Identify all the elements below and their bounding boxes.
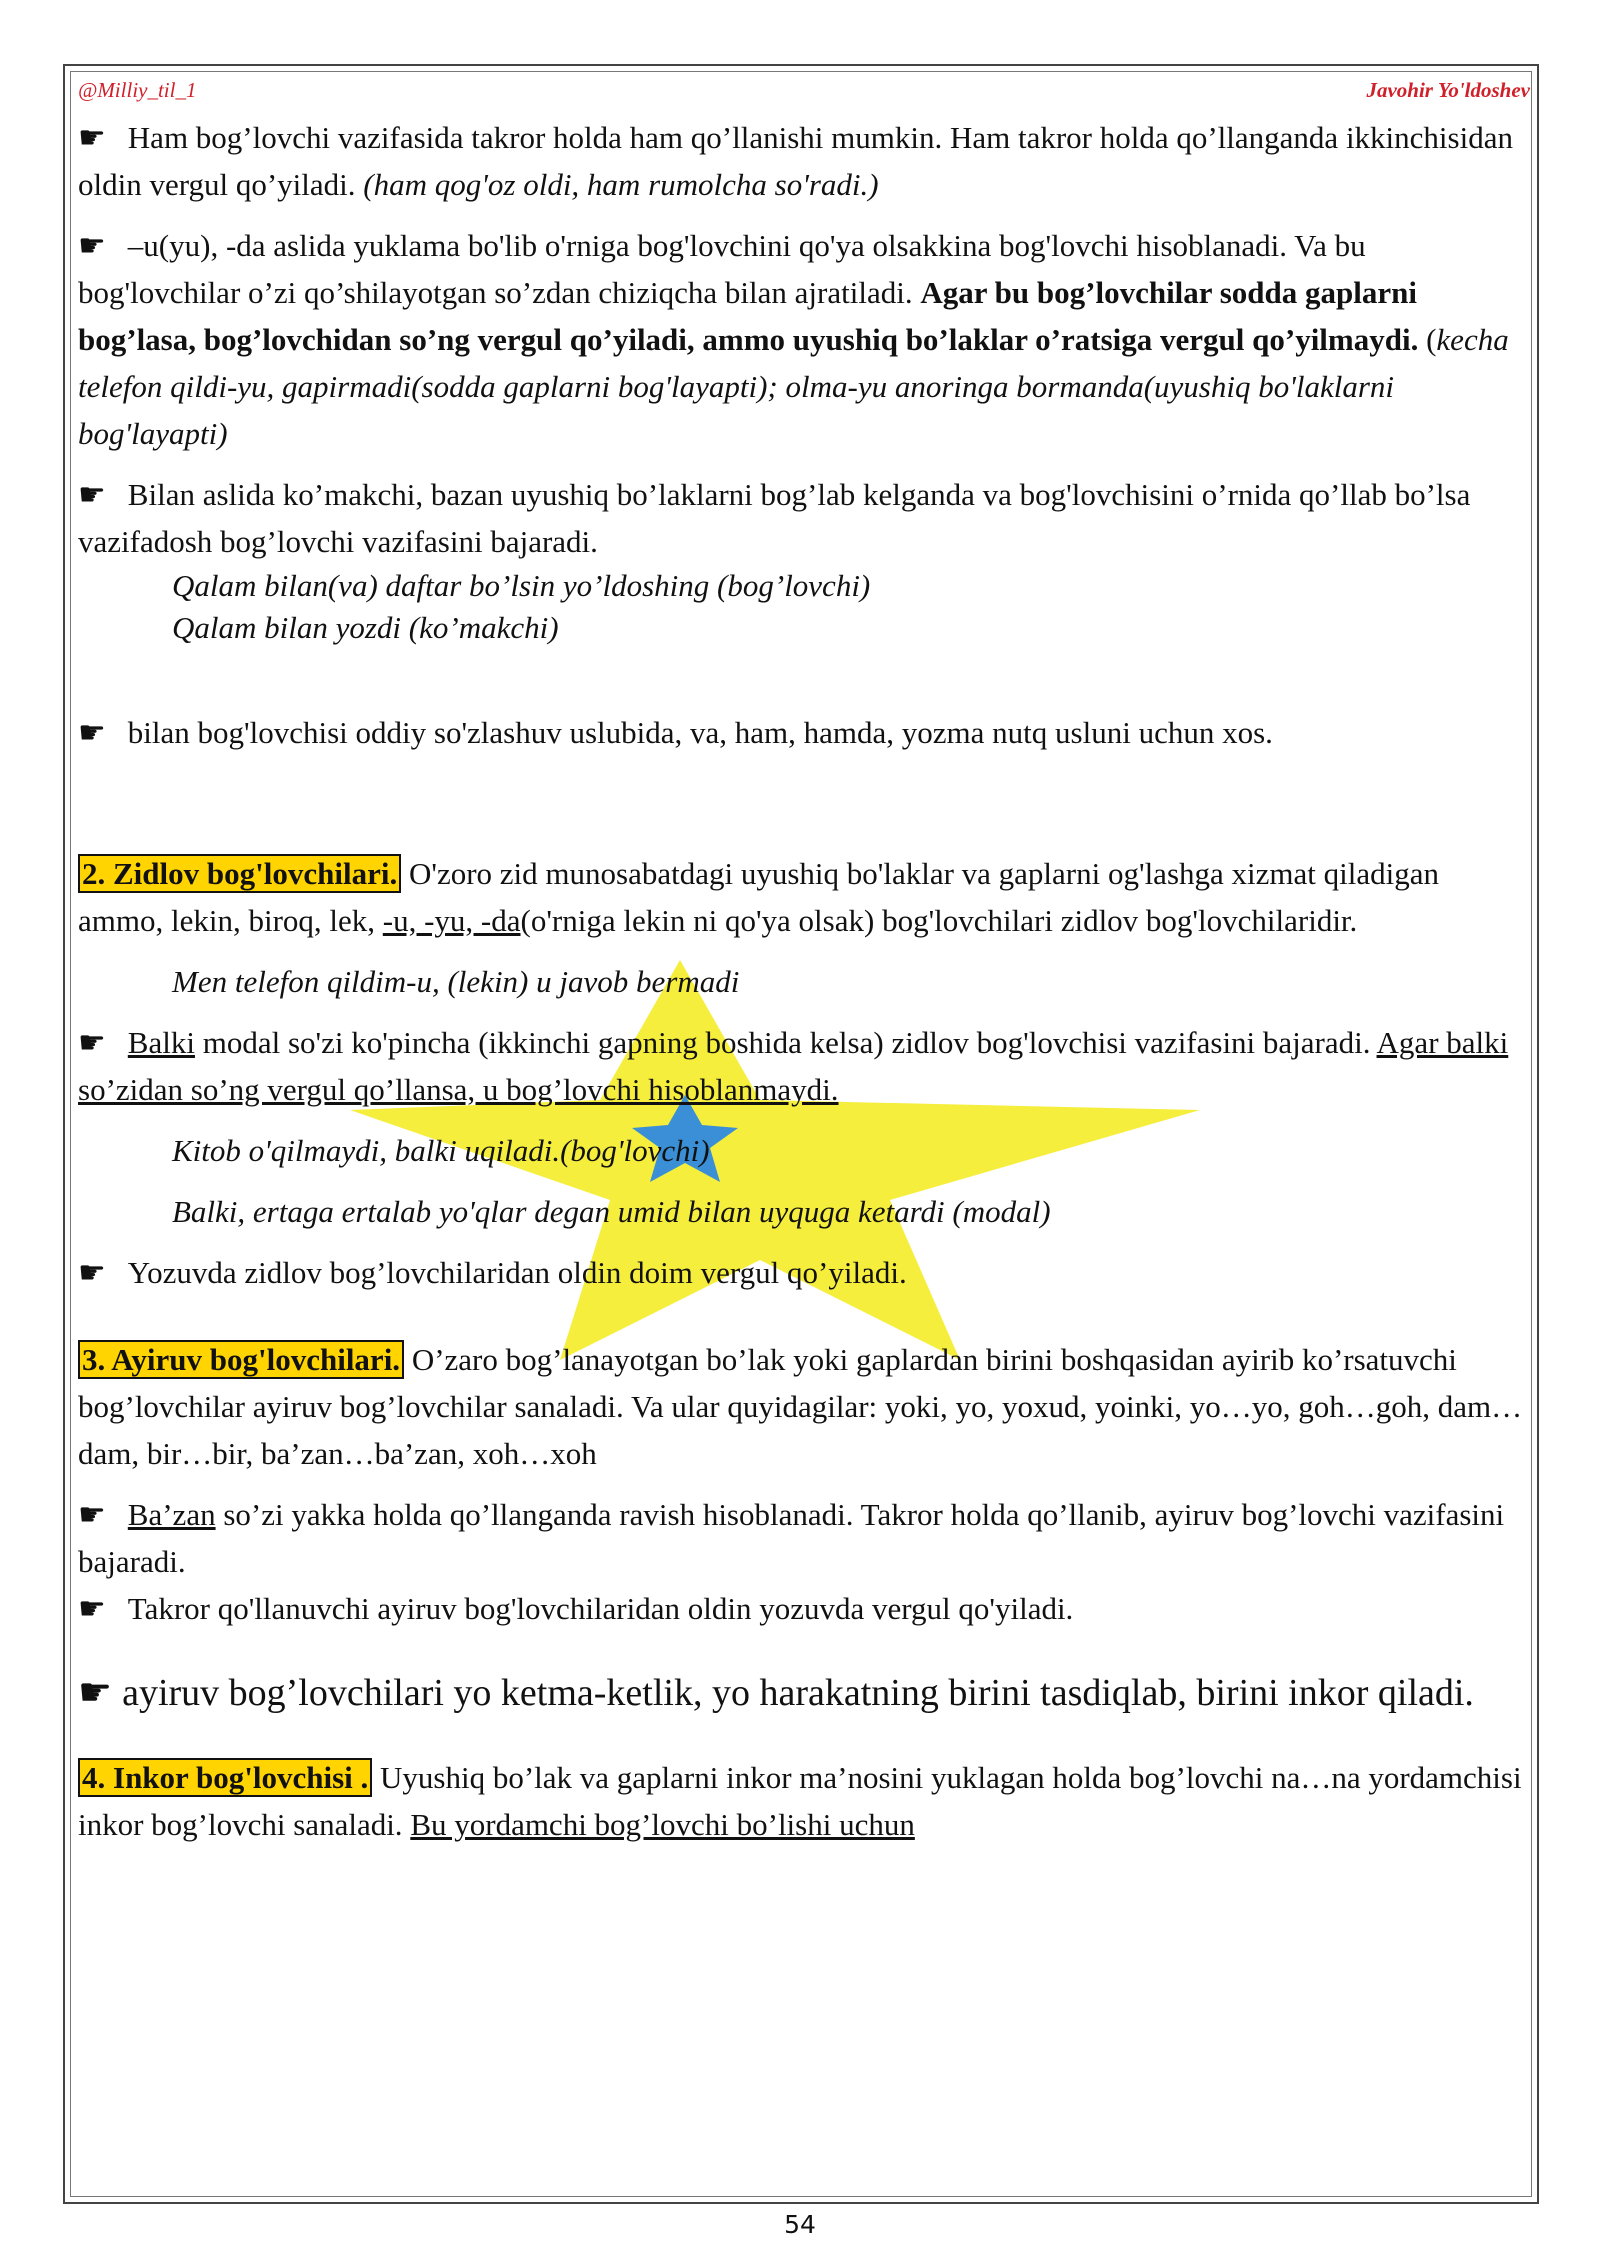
paragraph-balki: ☛ Balki modal so'zi ko'pincha (ikkinchi gapning boshida kelsa) zidlov bog'lovchisi vazifasini bajaradi. Agar balki so’zidan so’ng vergul qo’llansa, u bog’lovchi hisoblanmaydi.	[78, 1019, 1530, 1113]
pointing-hand-icon: ☛	[78, 1497, 106, 1532]
example-text: kecha telefon qildi-yu, gapirmadi(sodda gaplarni bog'layapti); olma-yu anoringa bormanda(uyushiq bo'laklarni bog'layapti)	[78, 322, 1509, 451]
paragraph-ayiruv-meaning: ☛ ayiruv bog’lovchilari yo ketma-ketlik, yo harakatning birini tasdiqlab, birini inkor qiladi.	[78, 1664, 1530, 1722]
paragraph-bilan-style: ☛ bilan bog'lovchisi oddiy so'zlashuv uslubida, va, ham, hamda, yozma nutq usluni uchun xos.	[78, 709, 1530, 756]
paragraph-comma-rule: ☛ Yozuvda zidlov bog’lovchilaridan oldin doim vergul qo’yiladi.	[78, 1249, 1530, 1296]
pointing-hand-icon: ☛	[78, 1672, 113, 1714]
pointing-hand-icon: ☛	[78, 1255, 106, 1290]
pointing-hand-icon: ☛	[78, 120, 106, 155]
section-heading: 4. Inkor bog'lovchisi .	[78, 1758, 372, 1797]
example-line: Qalam bilan(va) daftar bo’lsin yo’ldoshing (bog’lovchi)	[172, 568, 871, 603]
paragraph-u-yu-da: ☛ –u(yu), -da aslida yuklama bo'lib o'rniga bog'lovchini qo'ya olsakkina bog'lovchi hisoblanadi. Va bu bog'lovchilar o’zi qo’shilayotgan so’zdan chiziqcha bilan ajratiladi. Agar bu bog’lovchilar sodda gaplarni bog’lasa, bog’lovchidan so’ng vergul qo’yiladi, ammo uyushiq bo’laklar o’ratsiga vergul qo’yilmaydi. (kecha telefon qildi-yu, gapirmadi(sodda gaplarni bog'layapti); olma-yu anoringa bormanda(uyushiq bo'laklarni bog'layapti)	[78, 222, 1530, 457]
example-text: (ham qog'oz oldi, ham rumolcha so'radi.)	[363, 167, 879, 202]
section-zidlov: 2. Zidlov bog'lovchilari. O'zoro zid munosabatdagi uyushiq bo'laklar va gaplarni og'lashga xizmat qiladigan ammo, lekin, biroq, lek, -u, -yu, -da(o'rniga lekin ni qo'ya olsak) bog'lovchilari zidlov bog'lovchilaridir.	[78, 856, 1439, 938]
pointing-hand-icon: ☛	[78, 1025, 106, 1060]
header-author: Javohir Yo'ldoshev	[1366, 78, 1530, 102]
page-number: 54	[784, 2210, 816, 2239]
paragraph-ham: ☛ Ham bog’lovchi vazifasida takror holda ham qo’llanishi mumkin. Ham takror holda qo’llanganda ikkinchisidan oldin vergul qo’yiladi. (ham qog'oz oldi, ham rumolcha so'radi.)	[78, 114, 1530, 208]
paragraph-takror: ☛ Takror qo'llanuvchi ayiruv bog'lovchilaridan oldin yozuvda vergul qo'yiladi.	[78, 1585, 1530, 1632]
rule-bold: Agar bu bog’lovchilar sodda gaplarni bog’lasa, bog’lovchidan so’ng vergul qo’yiladi, ammo uyushiq bo’laklar o’ratsiga vergul qo’yilmaydi.	[78, 275, 1419, 357]
section-heading: 2. Zidlov bog'lovchilari.	[78, 854, 401, 893]
section-heading: 3. Ayiruv bog'lovchilari.	[78, 1340, 404, 1379]
pointing-hand-icon: ☛	[78, 1591, 106, 1626]
example-line: Balki, ertaga ertalab yo'qlar degan umid bilan uyquga ketardi (modal)	[172, 1194, 1051, 1229]
section-ayiruv: 3. Ayiruv bog'lovchilari. O’zaro bog’lanayotgan bo’lak yoki gaplardan birini boshqasidan ayirib ko’rsatuvchi bog’lovchilar ayiruv bog’lovchilar sanaladi. Va ular quyidagilar: yoki, yo, yoxud, yoinki, yo…yo, goh…goh, dam…dam, bir…bir, ba’zan…ba’zan, xoh…xoh	[78, 1342, 1523, 1471]
paragraph-bilan: ☛ Bilan aslida ko’makchi, bazan uyushiq bo’laklarni bog’lab kelganda va bog'lovchisini o’rnida qo’llab bo’lsa vazifadosh bog’lovchi vazifasini bajaradi.	[78, 471, 1530, 565]
pointing-hand-icon: ☛	[78, 715, 106, 750]
pointing-hand-icon: ☛	[78, 228, 106, 263]
paragraph-bazan: ☛ Ba’zan so’zi yakka holda qo’llanganda ravish hisoblanadi. Takror holda qo’llanib, ayiruv bog’lovchi vazifasini bajaradi.	[78, 1491, 1530, 1585]
page-content	[78, 114, 1530, 1848]
section-inkor: 4. Inkor bog'lovchisi . Uyushiq bo’lak va gaplarni inkor ma’nosini yuklagan holda bog’lovchi na…na yordamchisi inkor bog’lovchi sanaladi. Bu yordamchi bog’lovchi bo’lishi uchun	[78, 1760, 1522, 1842]
example-line: Men telefon qildim-u, (lekin) u javob bermadi	[172, 964, 740, 999]
example-line: Kitob o'qilmaydi, balki uqiladi.(bog'lovchi)	[172, 1133, 710, 1168]
pointing-hand-icon: ☛	[78, 477, 106, 512]
example-line: Qalam bilan yozdi (ko’makchi)	[172, 610, 559, 645]
header-channel: @Milliy_til_1	[78, 78, 197, 102]
